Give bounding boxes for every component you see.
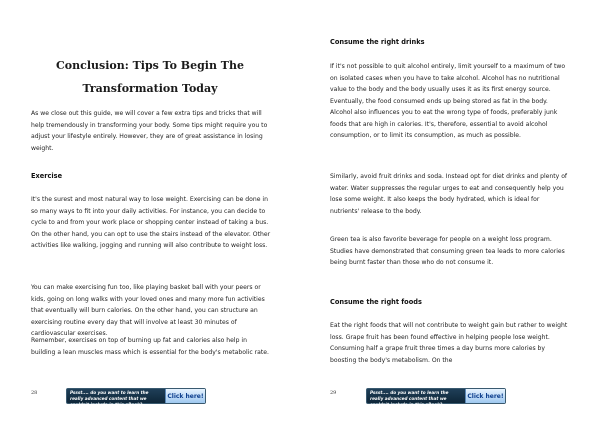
page-number-right: 29 <box>330 390 337 396</box>
exercise-paragraph-1: It's the surest and most natural way to lose weight. Exercising can be done in so many ways to fit into your daily activities. For instance, you can decide to cycle to and from your work place or shopping center instead of taking a bus. On the other hand, you can opt to use the stairs instead of the elevator. Other activities like walking, jogging and running will also contribute to weight loss. <box>31 196 271 249</box>
chapter-title <box>30 54 270 100</box>
drinks-paragraph-2: Similarly, avoid fruit drinks and soda. Instead opt for diet drinks and plenty of water. Water suppresses the regular urges to eat and consequently help you lose some weight. It also keeps the body hydrated, which is ideal for nutrients' release to the body. <box>330 173 568 215</box>
upsell-banner-right[interactable] <box>366 388 506 407</box>
banner-text-right: Pssst.... do you want to learn the really advanced content that we couldn't include in this eBook? <box>370 390 449 407</box>
intro-paragraph: As we close out this guide, we will cover a few extra tips and tricks that will help tremendously in transforming your body. Some tips might require you to adjust your lifestyle entirely. However, they are of great assistance in losing weight. <box>31 110 268 152</box>
banner-text-left: Pssst.... do you want to learn the really advanced content that we couldn't include in this eBook? <box>70 390 149 407</box>
chapter-title-line-2: Transformation Today <box>82 82 218 95</box>
drinks-paragraph-1: If it's not possible to quit alcohol entirely, limit yourself to a maximum of two on isolated cases when you have to take alcohol. Alcohol has no nutritional value to the body and the body usually uses it as its first energy source. Eventually, the food consumed ends up being stored as fat in the body. Alcohol also influences you to eat the wrong type of foods, preferably junk foods that are high in calories. It's, therefore, essential to avoid alcohol consumption, or to limit its consumption, as much as possible. <box>330 63 566 139</box>
drinks-paragraph-3: Green tea is also favorite beverage for people on a weight loss program. Studies have demonstrated that consuming green tea leads to more calories being burnt faster than those who do not consume it. <box>330 236 565 266</box>
exercise-heading: Exercise <box>31 172 63 180</box>
chapter-title-line-1: Conclusion: Tips To Begin The <box>56 59 244 72</box>
upsell-banner-left[interactable] <box>66 388 206 407</box>
click-here-button-left[interactable]: Click here! <box>165 389 205 403</box>
foods-paragraph-1: Eat the right foods that will not contribute to weight gain but rather to weight loss. Grape fruit has been found effective in helping people lose weight. Consuming half a grape fruit three times a day burns more calories by boosting the body's metabolism. On the <box>330 322 568 364</box>
exercise-paragraph-3: Remember, exercises on top of burning up fat and calories also help in building a lean muscles mass which is essential for the body's metabolic rate. <box>31 337 269 356</box>
exercise-paragraph-2: You can make exercising fun too, like playing basket ball with your peers or kids, going on long walks with your loved ones and many more fun activities that eventually will burn calories. On the other hand, you can structure an exercising routine every day that will involve at least 30 minutes of cardiovascular exercises. <box>31 284 265 337</box>
click-here-button-right[interactable]: Click here! <box>465 389 505 403</box>
foods-heading: Consume the right foods <box>330 298 422 306</box>
page-number-left: 28 <box>31 390 38 396</box>
drinks-heading: Consume the right drinks <box>330 38 425 46</box>
